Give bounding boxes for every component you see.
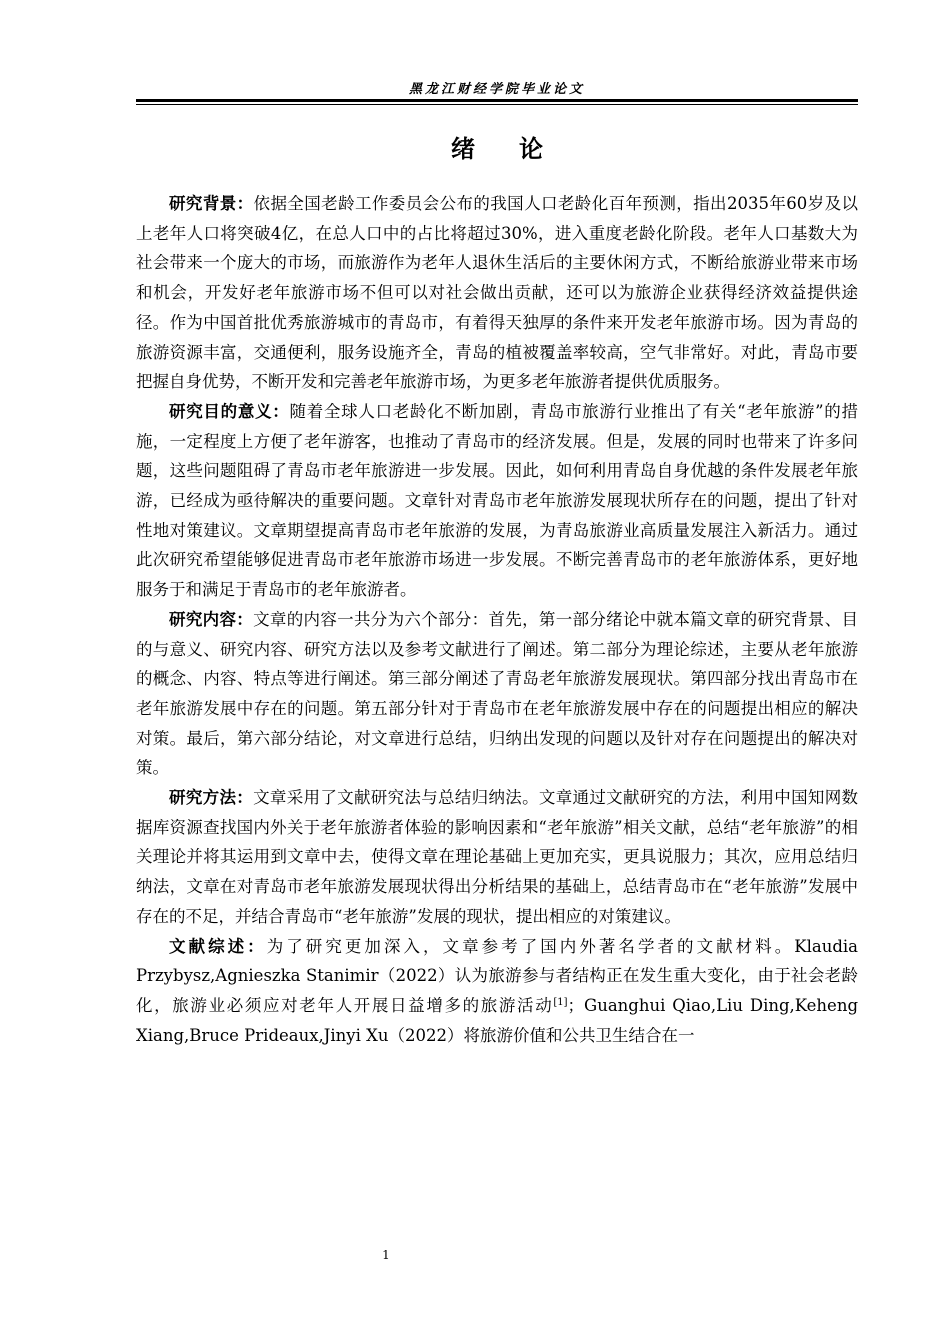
paragraph-purpose <box>136 397 858 605</box>
citation-ref[interactable]: [1] <box>553 996 568 1008</box>
paragraph-text-continued: ；Guanghui Qiao,Liu Ding,Keheng Xiang,Bruce Prideaux,Jinyi Xu（2022）将旅游价值和公共卫生结合在一 <box>136 995 859 1045</box>
paragraph-lead: 研究背景： <box>169 194 254 213</box>
paragraph-literature <box>136 932 858 1051</box>
paragraph-text: 随着全球人口老龄化不断加剧，青岛市旅游行业推出了有关“老年旅游”的措施，一定程度上方便了老年游客，也推动了青岛市的经济发展。但是，发展的同时也带来了许多问题，这些问题阻碍了青岛市老年旅游进一步发展。因此，如何利用青岛自身优越的条件发展老年旅游，已经成为亟待解决的重要问题。文章针对青岛市老年旅游发展现状所存在的问题，提出了针对性地对策建议。文章期望提高青岛市老年旅游的发展，为青岛旅游业高质量发展注入新活力。通过此次研究希望能够促进青岛市老年旅游市场进一步发展。不断完善青岛市的老年旅游体系，更好地服务于和满足于青岛市的老年旅游者。 <box>136 401 859 600</box>
header-rule-thick <box>136 99 858 102</box>
paragraph-background <box>136 189 858 397</box>
paragraph-lead: 研究方法： <box>169 788 254 808</box>
running-header: 黑龙江财经学院毕业论文 <box>408 82 585 97</box>
paragraph-method <box>136 783 858 932</box>
paragraph-lead: 文献综述： <box>169 936 267 956</box>
paragraph-text: 依据全国老龄工作委员会公布的我国人口老龄化百年预测，指出2035年60岁及以上老年人口将突破4亿，在总人口中的占比将超过30%，进入重度老龄化阶段。老年人口基数大为社会带来一个庞大的市场，而旅游作为老年人退休生活后的主要休闲方式，不断给旅游业带来市场和机会，开发好老年旅游市场不但可以对社会做出贡献，还可以为旅游企业获得经济效益提供途径。作为中国首批优秀旅游城市的青岛市，有着得天独厚的条件来开发老年旅游市场。因为青岛的旅游资源丰富，交通便利，服务设施齐全，青岛的植被覆盖率较高，空气非常好。对此，青岛市要把握自身优势，不断开发和完善老年旅游市场，为更多老年旅游者提供优质服务。 <box>136 194 858 392</box>
section-title: 绪论 <box>451 134 587 163</box>
body-text <box>136 189 858 1050</box>
paragraph-text: 文章的内容一共分为六个部分：首先，第一部分绪论中就本篇文章的研究背景、目的与意义、研究内容、研究方法以及参考文献进行了阐述。第二部分为理论综述，主要从老年旅游的概念、内容、特点等进行阐述。第三部分阐述了青岛老年旅游发展现状。第四部分找出青岛市在老年旅游发展中存在的问题。第五部分针对于青岛市在老年旅游发展中存在的问题提出相应的解决对策。最后，第六部分结论，对文章进行总结，归纳出发现的问题以及针对存在问题提出的解决对策。 <box>136 609 858 778</box>
paragraph-text: 为了研究更加深入，文章参考了国内外著名学者的文献材料。Klaudia Przybysz,Agnieszka Stanimir（2022）认为旅游参与者结构正在发生重大变化，由于社会老龄化，旅游业必须应对老年人开展日益增多的旅游活动 <box>136 936 859 1015</box>
paragraph-lead: 研究目的意义： <box>169 401 290 421</box>
paragraph-content <box>136 605 858 783</box>
page-number: 1 <box>382 1248 390 1262</box>
header-rule-thin <box>136 104 858 105</box>
paragraph-text: 文章采用了文献研究法与总结归纳法。文章通过文献研究的方法，利用中国知网数据库资源查找国内外关于老年旅游者体验的影响因素和“老年旅游”相关文献，总结“老年旅游”的相关理论并将其运用到文章中去，使得文章在理论基础上更加充实，更具说服力；其次，应用总结归纳法，文章在对青岛市老年旅游发展现状得出分析结果的基础上，总结青岛市在“老年旅游”发展中存在的不足，并结合青岛市“老年旅游”发展的现状，提出相应的对策建议。 <box>136 788 858 926</box>
paragraph-lead: 研究内容： <box>169 609 254 629</box>
